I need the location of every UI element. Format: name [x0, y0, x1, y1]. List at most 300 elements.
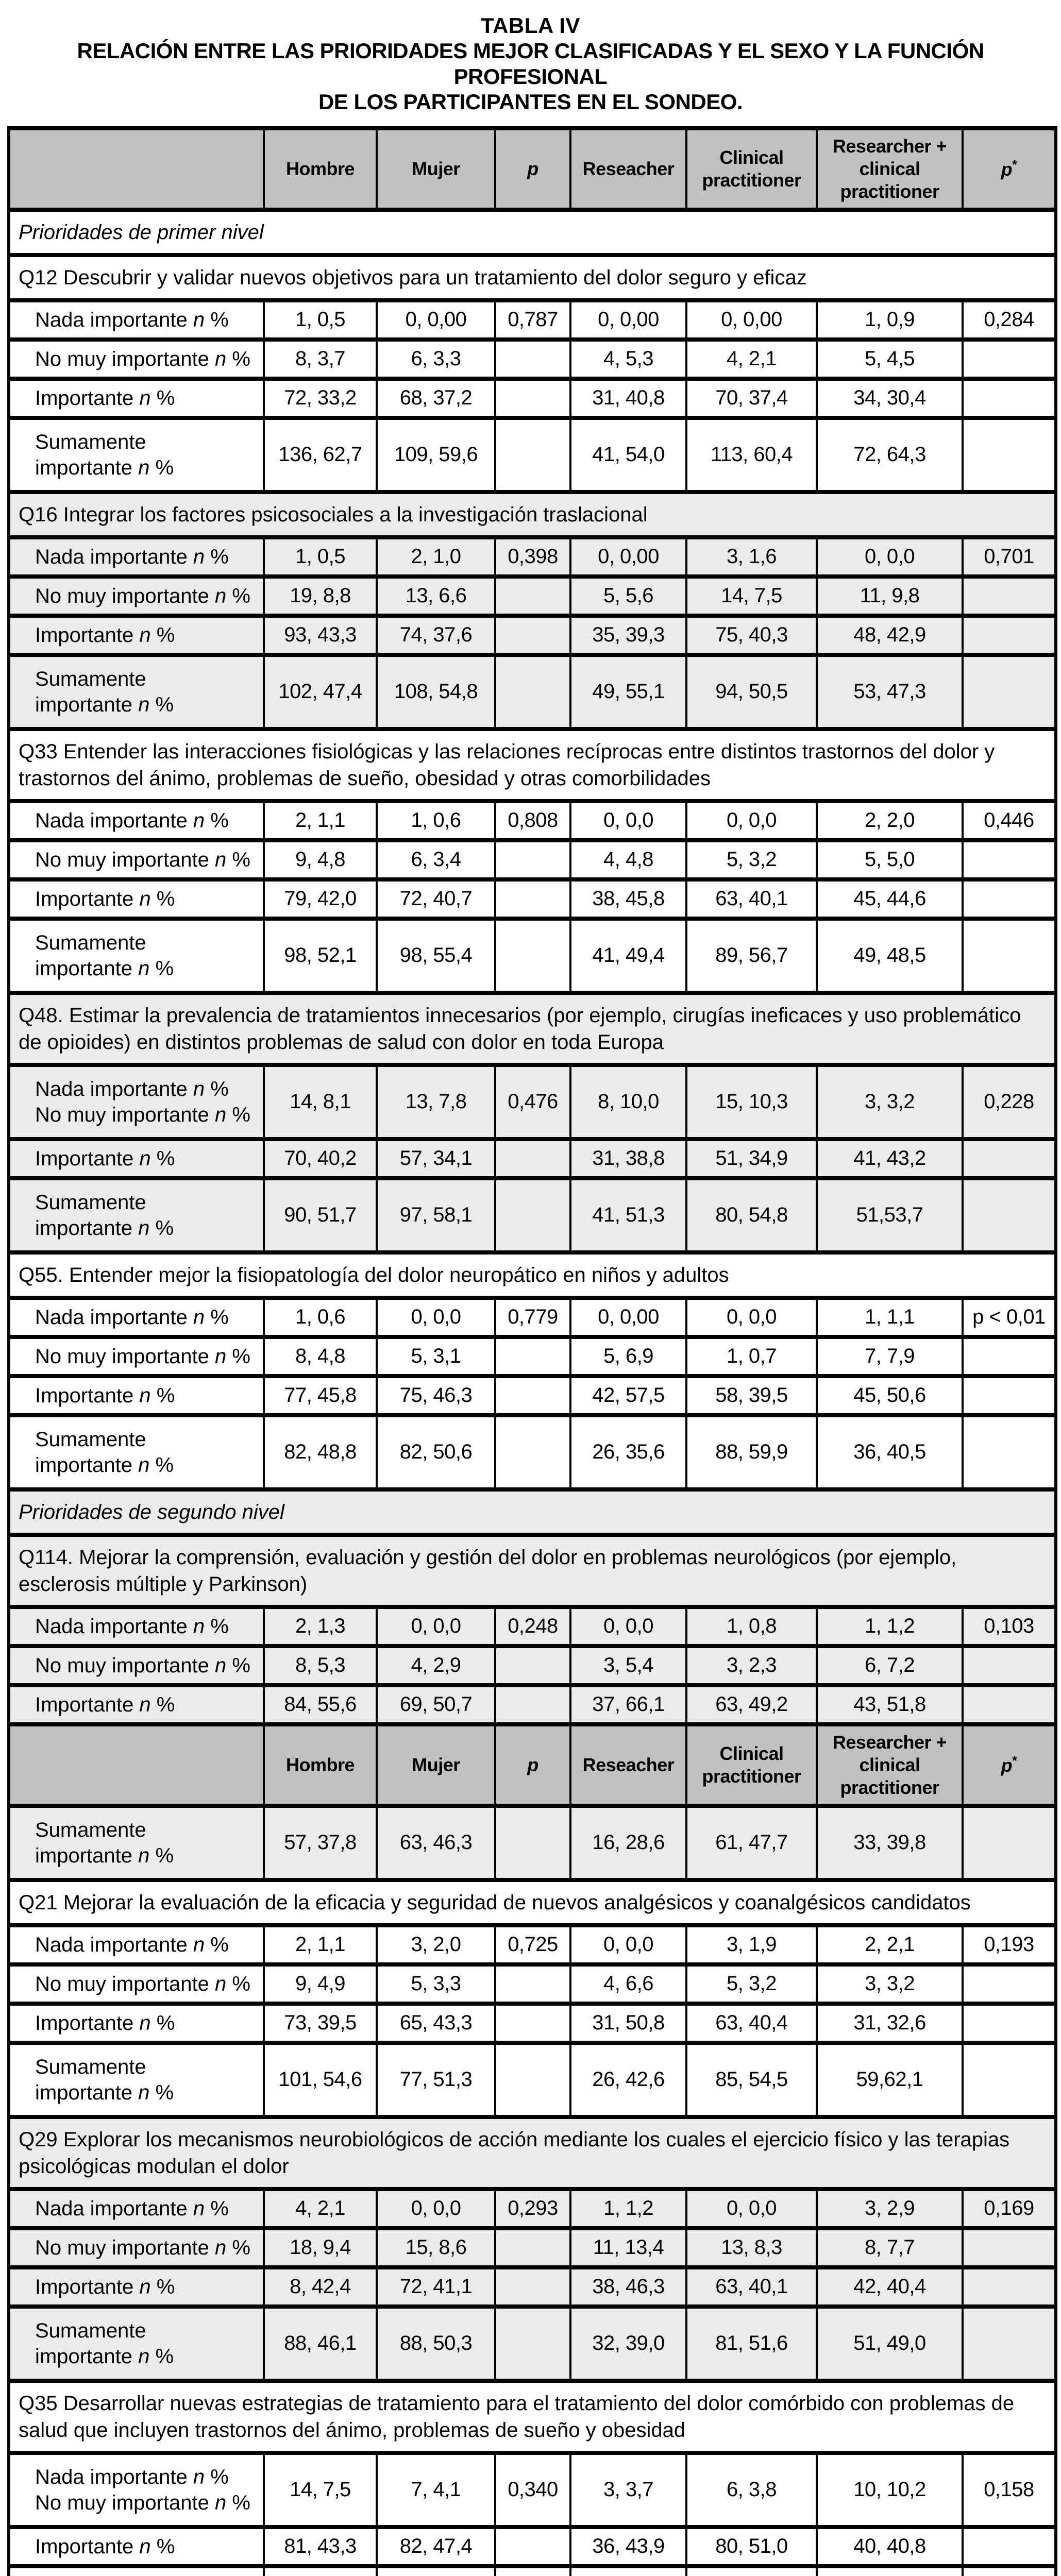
table-row: [9, 577, 1056, 616]
value-cell: 82, 47,4: [377, 2527, 495, 2566]
value-cell: [963, 616, 1056, 655]
value-cell: [963, 1376, 1056, 1415]
value-cell: 77, 45,8: [264, 1376, 377, 1415]
question-text: Q55. Entender mejor la fisiopatología del dolor neuropático en niños y adultos: [9, 1252, 1056, 1298]
header-cell-clinical-practitioner: Clinical practitioner: [686, 128, 817, 210]
value-cell: 51, 34,9: [686, 1139, 817, 1178]
value-cell: 2, 2,0: [817, 801, 963, 840]
table-row: [9, 1337, 1056, 1376]
value-cell: 63, 40,1: [686, 2267, 817, 2307]
value-cell: 0,725: [495, 1925, 570, 1964]
row-label-line: importante n %: [35, 1453, 174, 1477]
value-cell: [963, 840, 1056, 879]
row-label: [9, 2189, 264, 2228]
value-cell: 74, 37,6: [377, 616, 495, 655]
table-row: [9, 840, 1056, 879]
value-cell: 3, 3,2: [817, 1964, 963, 2004]
table-row: [9, 300, 1056, 340]
value-cell: 93, 43,3: [264, 616, 377, 655]
value-cell: 0, 0,00: [570, 1298, 686, 1337]
value-cell: 88, 46,1: [264, 2307, 377, 2381]
question-text-row: [9, 492, 1056, 537]
value-cell: [963, 2307, 1056, 2381]
value-cell: [495, 616, 570, 655]
value-cell: [963, 1415, 1056, 1489]
value-cell: 7, 7,9: [817, 1337, 963, 1376]
table-row: [9, 1685, 1056, 1724]
question-text: Q33 Entender las interacciones fisiológicas y las relaciones recíprocas entre distintos trastornos del dolor y trastornos del ánimo, problemas de sueño, obesidad y otras comorbilidades: [9, 729, 1056, 801]
value-cell: 5, 3,1: [377, 1337, 495, 1376]
row-label-line: Nada importante n %: [35, 1615, 229, 1638]
table-subtitle-line2: DE LOS PARTICIPANTES EN EL SONDEO.: [318, 90, 743, 114]
value-cell: [264, 2566, 377, 2576]
value-cell: 0, 0,0: [686, 801, 817, 840]
value-cell: 6, 3,8: [686, 2453, 817, 2527]
value-cell: 38, 46,3: [570, 2267, 686, 2307]
value-cell: 3, 2,3: [686, 1646, 817, 1685]
value-cell: 31, 50,8: [570, 2004, 686, 2043]
row-label-line: Importante n %: [35, 1384, 175, 1407]
value-cell: 101, 54,6: [264, 2043, 377, 2117]
value-cell: 36, 43,9: [570, 2527, 686, 2566]
value-cell: [963, 2527, 1056, 2566]
value-cell: 0,340: [495, 2453, 570, 2527]
value-cell: [963, 655, 1056, 729]
value-cell: [817, 2566, 963, 2576]
value-cell: 0, 0,0: [377, 1607, 495, 1646]
value-cell: 0, 0,0: [686, 1298, 817, 1337]
value-cell: [495, 1376, 570, 1415]
row-label: [9, 1607, 264, 1646]
row-label-line: importante n %: [35, 693, 174, 716]
value-cell: [495, 1337, 570, 1376]
value-cell: [495, 2307, 570, 2381]
value-cell: 14, 7,5: [264, 2453, 377, 2527]
value-cell: 81, 51,6: [686, 2307, 817, 2381]
row-label-line: No muy importante n %: [35, 1972, 250, 1995]
table-row: [9, 1964, 1056, 2004]
row-label-line: importante n %: [35, 1844, 174, 1867]
value-cell: 0,787: [495, 300, 570, 340]
value-cell: 79, 42,0: [264, 879, 377, 919]
value-cell: [963, 1964, 1056, 2004]
question-text-row: [9, 255, 1056, 300]
header-cell-empty: [9, 128, 264, 210]
value-cell: 108, 54,8: [377, 655, 495, 729]
value-cell: 81, 43,3: [264, 2527, 377, 2566]
row-label: [9, 1415, 264, 1489]
value-cell: 11, 9,8: [817, 577, 963, 616]
value-cell: 13, 7,8: [377, 1065, 495, 1139]
value-cell: 36, 40,5: [817, 1415, 963, 1489]
row-label-line: Importante n %: [35, 386, 175, 410]
value-cell: 63, 49,2: [686, 1685, 817, 1724]
value-cell: 2, 1,1: [264, 1925, 377, 1964]
table-row: [9, 379, 1056, 418]
value-cell: 57, 34,1: [377, 1139, 495, 1178]
row-label-line: importante n %: [35, 2345, 174, 2368]
value-cell: 2, 1,3: [264, 1607, 377, 1646]
table-row: [9, 1607, 1056, 1646]
table-row: [9, 1806, 1056, 1880]
row-label: [9, 2043, 264, 2117]
value-cell: 88, 50,3: [377, 2307, 495, 2381]
table-row: [9, 2527, 1056, 2566]
value-cell: [570, 2566, 686, 2576]
row-label-line: No muy importante n %: [35, 1103, 250, 1126]
value-cell: 73, 39,5: [264, 2004, 377, 2043]
table-row: [9, 2004, 1056, 2043]
value-cell: [495, 840, 570, 879]
question-text-row: [9, 1535, 1056, 1607]
table-row: [9, 1925, 1056, 1964]
value-cell: [963, 2228, 1056, 2267]
value-cell: 42, 40,4: [817, 2267, 963, 2307]
value-cell: 1, 0,7: [686, 1337, 817, 1376]
value-cell: 15, 8,6: [377, 2228, 495, 2267]
value-cell: 13, 8,3: [686, 2228, 817, 2267]
value-cell: [963, 577, 1056, 616]
value-cell: [495, 2228, 570, 2267]
table-row: [9, 418, 1056, 492]
value-cell: 3, 2,0: [377, 1925, 495, 1964]
value-cell: 6, 3,4: [377, 840, 495, 879]
value-cell: [963, 919, 1056, 993]
value-cell: [495, 919, 570, 993]
value-cell: 0, 0,00: [686, 300, 817, 340]
value-cell: [377, 2566, 495, 2576]
question-text: Q16 Integrar los factores psicosociales a la investigación traslacional: [9, 492, 1056, 537]
value-cell: 51,53,7: [817, 1178, 963, 1252]
value-cell: 53, 47,3: [817, 655, 963, 729]
question-text: Q21 Mejorar la evaluación de la eficacia y seguridad de nuevos analgésicos y coanalgésicos candidatos: [9, 1880, 1056, 1925]
question-text: Q29 Explorar los mecanismos neurobiológicos de acción mediante los cuales el ejercicio físico y las terapias psicológicas modulan el dolor: [9, 2117, 1056, 2189]
value-cell: 8, 4,8: [264, 1337, 377, 1376]
value-cell: [963, 1646, 1056, 1685]
table-row: [9, 1065, 1056, 1139]
value-cell: 90, 51,7: [264, 1178, 377, 1252]
value-cell: 0, 0,00: [570, 300, 686, 340]
value-cell: 15, 10,3: [686, 1065, 817, 1139]
value-cell: 31, 40,8: [570, 379, 686, 418]
value-cell: 72, 41,1: [377, 2267, 495, 2307]
row-label: [9, 1337, 264, 1376]
row-label: [9, 537, 264, 577]
row-label-line: Sumamente: [35, 667, 146, 690]
value-cell: 0,446: [963, 801, 1056, 840]
row-label-line: Importante n %: [35, 887, 175, 910]
question-text-row: [9, 1252, 1056, 1298]
row-label: [9, 840, 264, 879]
value-cell: 42, 57,5: [570, 1376, 686, 1415]
value-cell: 8, 5,3: [264, 1646, 377, 1685]
table-row: [9, 2453, 1056, 2527]
value-cell: 41, 51,3: [570, 1178, 686, 1252]
value-cell: 1, 1,1: [817, 1298, 963, 1337]
value-cell: [495, 1415, 570, 1489]
value-cell: 65, 43,3: [377, 2004, 495, 2043]
value-cell: [495, 1646, 570, 1685]
value-cell: 77, 51,3: [377, 2043, 495, 2117]
row-label: [9, 1964, 264, 2004]
row-label-line: No muy importante n %: [35, 2236, 250, 2259]
header-cell-empty: [9, 1724, 264, 1806]
value-cell: 4, 6,6: [570, 1964, 686, 2004]
value-cell: 61, 47,7: [686, 1806, 817, 1880]
question-text-row: [9, 2381, 1056, 2453]
value-cell: 109, 59,6: [377, 418, 495, 492]
value-cell: 8, 7,7: [817, 2228, 963, 2267]
question-text: Q12 Descubrir y validar nuevos objetivos para un tratamiento del dolor seguro y eficaz: [9, 255, 1056, 300]
row-label-line: Sumamente: [35, 1818, 146, 1841]
value-cell: 6, 7,2: [817, 1646, 963, 1685]
value-cell: 34, 30,4: [817, 379, 963, 418]
row-label-line: No muy importante n %: [35, 347, 250, 370]
value-cell: 1, 1,2: [817, 1607, 963, 1646]
value-cell: 40, 40,8: [817, 2527, 963, 2566]
value-cell: 14, 7,5: [686, 577, 817, 616]
row-label: [9, 1298, 264, 1337]
value-cell: 3, 3,2: [817, 1065, 963, 1139]
value-cell: 4, 2,1: [686, 340, 817, 379]
value-cell: 0, 0,0: [686, 2189, 817, 2228]
table-row: [9, 537, 1056, 577]
value-cell: 9, 4,9: [264, 1964, 377, 2004]
question-text: Q35 Desarrollar nuevas estrategias de tratamiento para el tratamiento del dolor comórbido con problemas de salud que incluyen trastornos del ánimo, problemas de sueño y obesidad: [9, 2381, 1056, 2453]
question-text: Q114. Mejorar la comprensión, evaluación y gestión del dolor en problemas neurológicos (por ejemplo, esclerosis múltiple y Parkinson): [9, 1535, 1056, 1607]
table-row: [9, 2043, 1056, 2117]
row-label-line: Nada importante n %: [35, 1077, 229, 1100]
value-cell: 41, 54,0: [570, 418, 686, 492]
header-cell-mujer: Mujer: [377, 1724, 495, 1806]
value-cell: 85, 54,5: [686, 2043, 817, 2117]
value-cell: p < 0,01: [963, 1298, 1056, 1337]
value-cell: 37, 66,1: [570, 1685, 686, 1724]
value-cell: 5, 3,2: [686, 840, 817, 879]
row-label: [9, 2566, 264, 2576]
value-cell: 8, 3,7: [264, 340, 377, 379]
value-cell: [495, 2566, 570, 2576]
row-label: [9, 1178, 264, 1252]
row-label: [9, 1925, 264, 1964]
value-cell: 0,103: [963, 1607, 1056, 1646]
header-cell-researcher-clinical-practitioner: Researcher + clinical practitioner: [817, 1724, 963, 1806]
value-cell: 0, 0,0: [570, 1925, 686, 1964]
value-cell: 51, 49,0: [817, 2307, 963, 2381]
row-label: [9, 801, 264, 840]
row-label-line: Sumamente: [35, 1428, 146, 1451]
value-cell: 41, 43,2: [817, 1139, 963, 1178]
value-cell: [495, 879, 570, 919]
value-cell: [495, 1685, 570, 1724]
table-row: [9, 879, 1056, 919]
group-label-row: [9, 1489, 1056, 1535]
value-cell: 1, 0,6: [264, 1298, 377, 1337]
row-label-line: Importante n %: [35, 623, 175, 647]
value-cell: 102, 47,4: [264, 655, 377, 729]
value-cell: 75, 40,3: [686, 616, 817, 655]
table-row: [9, 2566, 1056, 2576]
row-label: [9, 2228, 264, 2267]
value-cell: 1, 0,8: [686, 1607, 817, 1646]
row-label-line: Importante n %: [35, 2275, 175, 2298]
value-cell: 3, 3,7: [570, 2453, 686, 2527]
row-label-line: importante n %: [35, 1216, 174, 1240]
value-cell: 10, 10,2: [817, 2453, 963, 2527]
table-row: [9, 801, 1056, 840]
value-cell: [495, 1964, 570, 2004]
row-label: [9, 340, 264, 379]
row-label: [9, 2453, 264, 2527]
value-cell: 136, 62,7: [264, 418, 377, 492]
value-cell: 43, 51,8: [817, 1685, 963, 1724]
header-cell-p: p*: [963, 128, 1056, 210]
value-cell: 5, 3,2: [686, 1964, 817, 2004]
value-cell: 70, 37,4: [686, 379, 817, 418]
value-cell: 5, 6,9: [570, 1337, 686, 1376]
value-cell: 0,284: [963, 300, 1056, 340]
table-row: [9, 2228, 1056, 2267]
value-cell: 18, 9,4: [264, 2228, 377, 2267]
value-cell: 33, 39,8: [817, 1806, 963, 1880]
group-label: Prioridades de segundo nivel: [9, 1489, 1056, 1535]
value-cell: [495, 2267, 570, 2307]
value-cell: 41, 49,4: [570, 919, 686, 993]
row-label-line: No muy importante n %: [35, 1345, 250, 1368]
group-label: Prioridades de primer nivel: [9, 210, 1056, 255]
value-cell: 0,398: [495, 537, 570, 577]
value-cell: 97, 58,1: [377, 1178, 495, 1252]
value-cell: 0,293: [495, 2189, 570, 2228]
value-cell: 7, 4,1: [377, 2453, 495, 2527]
row-label-line: No muy importante n %: [35, 584, 250, 607]
row-label-line: Nada importante n %: [35, 809, 229, 832]
value-cell: 1, 0,5: [264, 300, 377, 340]
header-cell-mujer: Mujer: [377, 128, 495, 210]
value-cell: 8, 42,4: [264, 2267, 377, 2307]
group-label-row: [9, 210, 1056, 255]
value-cell: 11, 13,4: [570, 2228, 686, 2267]
value-cell: 49, 55,1: [570, 655, 686, 729]
value-cell: 69, 50,7: [377, 1685, 495, 1724]
value-cell: 0,228: [963, 1065, 1056, 1139]
value-cell: 0, 0,0: [377, 1298, 495, 1337]
value-cell: [495, 577, 570, 616]
table-row: [9, 1298, 1056, 1337]
header-row: [9, 128, 1056, 210]
value-cell: 72, 40,7: [377, 879, 495, 919]
value-cell: 0,169: [963, 2189, 1056, 2228]
value-cell: 0,476: [495, 1065, 570, 1139]
value-cell: [963, 340, 1056, 379]
value-cell: [963, 2043, 1056, 2117]
value-cell: [495, 340, 570, 379]
row-label: [9, 379, 264, 418]
row-label-line: Importante n %: [35, 2535, 175, 2558]
table-row: [9, 2189, 1056, 2228]
question-text-row: [9, 2117, 1056, 2189]
value-cell: [963, 1337, 1056, 1376]
row-label: [9, 2267, 264, 2307]
row-label: [9, 418, 264, 492]
table-row: [9, 2307, 1056, 2381]
question-text-row: [9, 1880, 1056, 1925]
value-cell: 3, 1,9: [686, 1925, 817, 1964]
value-cell: [495, 655, 570, 729]
row-label-line: Importante n %: [35, 1693, 175, 1716]
row-label: [9, 2307, 264, 2381]
value-cell: [686, 2566, 817, 2576]
value-cell: [495, 2527, 570, 2566]
value-cell: 70, 40,2: [264, 1139, 377, 1178]
table-row: [9, 340, 1056, 379]
row-label: [9, 2004, 264, 2043]
row-label: [9, 1685, 264, 1724]
value-cell: 4, 4,8: [570, 840, 686, 879]
value-cell: 0,779: [495, 1298, 570, 1337]
row-label-line: Sumamente: [35, 430, 146, 453]
value-cell: 0, 0,00: [377, 300, 495, 340]
value-cell: [963, 2566, 1056, 2576]
value-cell: 49, 48,5: [817, 919, 963, 993]
value-cell: 8, 10,0: [570, 1065, 686, 1139]
header-cell-p: p*: [963, 1724, 1056, 1806]
value-cell: [963, 2004, 1056, 2043]
value-cell: 5, 4,5: [817, 340, 963, 379]
row-label: [9, 1806, 264, 1880]
table-title-block: [0, 13, 1061, 115]
value-cell: 5, 5,0: [817, 840, 963, 879]
row-label-line: Nada importante n %: [35, 1933, 229, 1956]
value-cell: 16, 28,6: [570, 1806, 686, 1880]
value-cell: 5, 5,6: [570, 577, 686, 616]
value-cell: 63, 40,1: [686, 879, 817, 919]
value-cell: 89, 56,7: [686, 919, 817, 993]
row-label: [9, 300, 264, 340]
row-label-line: No muy importante n %: [35, 2491, 250, 2514]
value-cell: 31, 32,6: [817, 2004, 963, 2043]
value-cell: 2, 1,0: [377, 537, 495, 577]
value-cell: 0,248: [495, 1607, 570, 1646]
value-cell: 82, 48,8: [264, 1415, 377, 1489]
table-row: [9, 655, 1056, 729]
value-cell: 98, 52,1: [264, 919, 377, 993]
value-cell: 68, 37,2: [377, 379, 495, 418]
row-label: [9, 919, 264, 993]
question-text: Q48. Estimar la prevalencia de tratamientos innecesarios (por ejemplo, cirugías ineficaces y uso problemático de opioides) en distintos problemas de salud con dolor en toda Europa: [9, 993, 1056, 1065]
value-cell: 1, 0,5: [264, 537, 377, 577]
value-cell: 88, 59,9: [686, 1415, 817, 1489]
value-cell: 75, 46,3: [377, 1376, 495, 1415]
value-cell: 0, 0,0: [570, 1607, 686, 1646]
header-cell-hombre: Hombre: [264, 1724, 377, 1806]
table-row: [9, 1139, 1056, 1178]
table-row: [9, 919, 1056, 993]
value-cell: 63, 40,4: [686, 2004, 817, 2043]
value-cell: [963, 1178, 1056, 1252]
value-cell: 1, 0,9: [817, 300, 963, 340]
value-cell: 3, 2,9: [817, 2189, 963, 2228]
value-cell: 4, 5,3: [570, 340, 686, 379]
row-label-line: Sumamente: [35, 1191, 146, 1214]
value-cell: 0, 0,00: [570, 537, 686, 577]
header-cell-clinical-practitioner: Clinical practitioner: [686, 1724, 817, 1806]
value-cell: 32, 39,0: [570, 2307, 686, 2381]
value-cell: 13, 6,6: [377, 577, 495, 616]
value-cell: 63, 46,3: [377, 1806, 495, 1880]
value-cell: [495, 1139, 570, 1178]
table-row: [9, 616, 1056, 655]
